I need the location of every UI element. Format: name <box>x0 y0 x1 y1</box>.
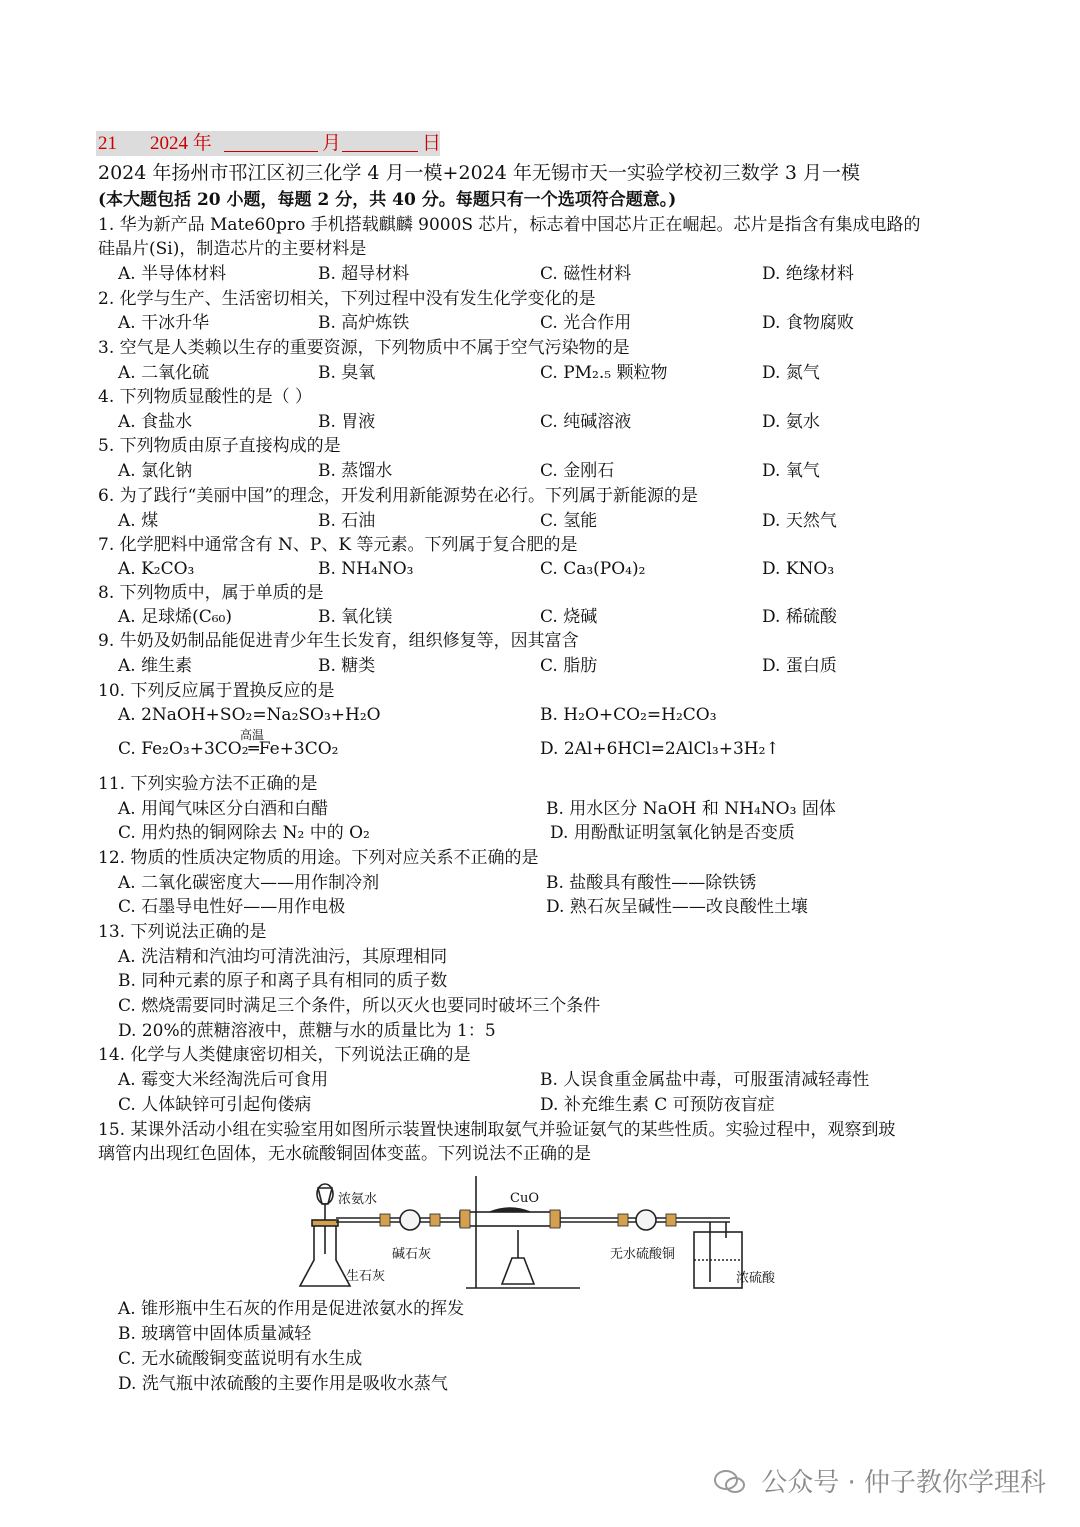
q5-option-a: A. 氯化钠 <box>118 461 193 481</box>
section-note: (本大题包括 20 小题，每题 2 分，共 40 分。每题只有一个选项符合题意。) <box>98 190 677 210</box>
q15-option-c: C. 无水硫酸铜变蓝说明有水生成 <box>118 1349 363 1369</box>
q9-option-d: D. 蛋白质 <box>762 656 837 676</box>
q7-option-a: A. K₂CO₃ <box>118 559 195 579</box>
label-anhydrous-cuso4: 无水硫酸铜 <box>610 1247 676 1262</box>
q13-option-c: C. 燃烧需要同时满足三个条件，所以灭火也要同时破坏三个条件 <box>118 996 601 1016</box>
q4-option-c: C. 纯碱溶液 <box>540 412 632 432</box>
question-5: 5. 下列物质由原子直接构成的是 <box>98 436 341 456</box>
question-1-line-1: 1. 华为新产品 Mate60pro 手机搭载麒麟 9000S 芯片，标志着中国芯片正在崛起。芯片是指含有集成电路的 <box>98 215 921 235</box>
q10-option-b: B. H₂O+CO₂=H₂CO₃ <box>540 705 717 725</box>
q11-option-d: D. 用酚酞证明氢氧化钠是否变质 <box>550 823 795 843</box>
q8-option-a: A. 足球烯(C₆₀) <box>118 607 232 627</box>
q4-option-a: A. 食盐水 <box>118 412 193 432</box>
question-15-line-2: 璃管内出现红色固体，无水硫酸铜固体变蓝。下列说法不正确的是 <box>98 1144 591 1164</box>
q14-option-c: C. 人体缺锌可引起佝偻病 <box>118 1095 312 1115</box>
question-14: 14. 化学与人类健康密切相关，下列说法正确的是 <box>98 1045 471 1065</box>
glass-tube <box>460 1212 560 1226</box>
q2-option-b: B. 高炉炼铁 <box>318 313 410 333</box>
q14-option-a: A. 霉变大米经淘洗后可食用 <box>118 1070 329 1090</box>
q15-option-a: A. 锥形瓶中生石灰的作用是促进浓氨水的挥发 <box>118 1299 465 1319</box>
question-7: 7. 化学肥料中通常含有 N、P、K 等元素。下列属于复合肥的是 <box>98 535 578 555</box>
question-3: 3. 空气是人类赖以生存的重要资源，下列物质中不属于空气污染物的是 <box>98 338 630 358</box>
question-6: 6. 为了践行“美丽中国”的理念，开发利用新能源势在必行。下列属于新能源的是 <box>98 486 699 506</box>
q2-option-a: A. 干冰升华 <box>118 313 210 333</box>
q13-option-d: D. 20%的蔗糖溶液中，蔗糖与水的质量比为 1：5 <box>118 1021 496 1041</box>
label-conc-h2so4: 浓硫酸 <box>736 1271 776 1286</box>
q6-option-d: D. 天然气 <box>762 511 837 531</box>
q1-option-c: C. 磁性材料 <box>540 264 632 284</box>
date-header <box>96 131 440 156</box>
q3-option-d: D. 氮气 <box>762 363 820 383</box>
q8-option-b: B. 氧化镁 <box>318 607 393 627</box>
q11-option-b: B. 用水区分 NaOH 和 NH₄NO₃ 固体 <box>546 799 836 819</box>
year-label: 2024 年 <box>150 133 212 154</box>
question-12: 12. 物质的性质决定物质的用途。下列对应关系不正确的是 <box>98 848 539 868</box>
month-label: 月 <box>322 133 342 154</box>
day-label: 日 <box>422 133 442 154</box>
q3-option-a: A. 二氧化硫 <box>118 363 210 383</box>
q7-option-b: B. NH₄NO₃ <box>318 559 414 579</box>
q11-option-c: C. 用灼热的铜网除去 N₂ 中的 O₂ <box>118 823 370 843</box>
watermark-text: 公众号 · 仲子教你学理科 <box>761 1468 1046 1498</box>
label-soda-lime: 碱石灰 <box>392 1247 432 1262</box>
q5-option-c: C. 金刚石 <box>540 461 615 481</box>
alcohol-lamp <box>502 1258 534 1284</box>
q1-option-d: D. 绝缘材料 <box>762 264 854 284</box>
q2-option-c: C. 光合作用 <box>540 313 632 333</box>
q4-option-b: B. 胃液 <box>318 412 376 432</box>
question-8: 8. 下列物质中，属于单质的是 <box>98 583 324 603</box>
reaction-condition: 高温 <box>240 728 265 742</box>
q7-option-c: C. Ca₃(PO₄)₂ <box>540 559 646 579</box>
q5-option-b: B. 蒸馏水 <box>318 461 393 481</box>
q6-option-b: B. 石油 <box>318 511 376 531</box>
question-set-number: 21 <box>98 133 117 154</box>
q6-option-c: C. 氢能 <box>540 511 598 531</box>
wechat-icon <box>713 1469 747 1495</box>
question-4: 4. 下列物质显酸性的是（ ） <box>98 387 313 407</box>
q12-option-d: D. 熟石灰呈碱性——改良酸性土壤 <box>546 897 808 917</box>
question-9: 9. 牛奶及奶制品能促进青少年生长发育，组织修复等，因其富含 <box>98 631 579 651</box>
q12-option-b: B. 盐酸具有酸性——除铁锈 <box>546 873 757 893</box>
question-10: 10. 下列反应属于置换反应的是 <box>98 681 335 701</box>
q9-option-a: A. 维生素 <box>118 656 193 676</box>
q14-option-b: B. 人误食重金属盐中毒，可服蛋清减轻毒性 <box>540 1070 870 1090</box>
label-cuo: CuO <box>510 1191 539 1206</box>
label-quicklime: 生石灰 <box>346 1269 386 1284</box>
q7-option-d: D. KNO₃ <box>762 559 835 579</box>
watermark <box>713 1462 1046 1499</box>
q9-option-b: B. 糖类 <box>318 656 376 676</box>
q9-option-c: C. 脂肪 <box>540 656 598 676</box>
q6-option-a: A. 煤 <box>118 511 159 531</box>
apparatus-figure <box>290 1168 800 1296</box>
q1-option-a: A. 半导体材料 <box>118 264 227 284</box>
q10-option-a: A. 2NaOH+SO₂=Na₂SO₃+H₂O <box>118 705 381 725</box>
q13-option-a: A. 洗洁精和汽油均可清洗油污，其原理相同 <box>118 947 448 967</box>
q15-option-d: D. 洗气瓶中浓硫酸的主要作用是吸收水蒸气 <box>118 1374 448 1394</box>
q15-option-b: B. 玻璃管中固体质量减轻 <box>118 1324 312 1344</box>
label-conc-ammonia: 浓氨水 <box>338 1192 378 1207</box>
page-title: 2024 年扬州市邗江区初三化学 4 月一模+2024 年无锡市天一实验学校初三数学 3 月一模 <box>98 162 861 184</box>
q8-option-d: D. 稀硫酸 <box>762 607 837 627</box>
day-blank <box>342 151 418 152</box>
q10-option-d: D. 2Al+6HCl=2AlCl₃+3H₂↑ <box>540 739 780 759</box>
q5-option-d: D. 氧气 <box>762 461 820 481</box>
month-blank <box>224 151 318 152</box>
question-2: 2. 化学与生产、生活密切相关，下列过程中没有发生化学变化的是 <box>98 289 596 309</box>
q11-option-a: A. 用闻气味区分白酒和白醋 <box>118 799 329 819</box>
q3-option-b: B. 臭氧 <box>318 363 376 383</box>
q1-option-b: B. 超导材料 <box>318 264 410 284</box>
q10-option-c: C. Fe₂O₃+3CO₂═Fe+3CO₂ <box>118 739 339 759</box>
q14-option-d: D. 补充维生素 C 可预防夜盲症 <box>540 1095 775 1115</box>
question-11: 11. 下列实验方法不正确的是 <box>98 774 318 794</box>
q13-option-b: B. 同种元素的原子和离子具有相同的质子数 <box>118 971 448 991</box>
question-1-line-2: 硅晶片(Si)，制造芯片的主要材料是 <box>98 239 367 259</box>
question-15-line-1: 15. 某课外活动小组在实验室用如图所示装置快速制取氨气并验证氨气的某些性质。实验过程中，观察到玻 <box>98 1120 896 1140</box>
q2-option-d: D. 食物腐败 <box>762 313 854 333</box>
question-13: 13. 下列说法正确的是 <box>98 922 267 942</box>
q3-option-c: C. PM₂.₅ 颗粒物 <box>540 363 668 383</box>
q12-option-a: A. 二氧化碳密度大——用作制冷剂 <box>118 873 380 893</box>
q4-option-d: D. 氨水 <box>762 412 820 432</box>
q8-option-c: C. 烧碱 <box>540 607 598 627</box>
q12-option-c: C. 石墨导电性好——用作电极 <box>118 897 346 917</box>
